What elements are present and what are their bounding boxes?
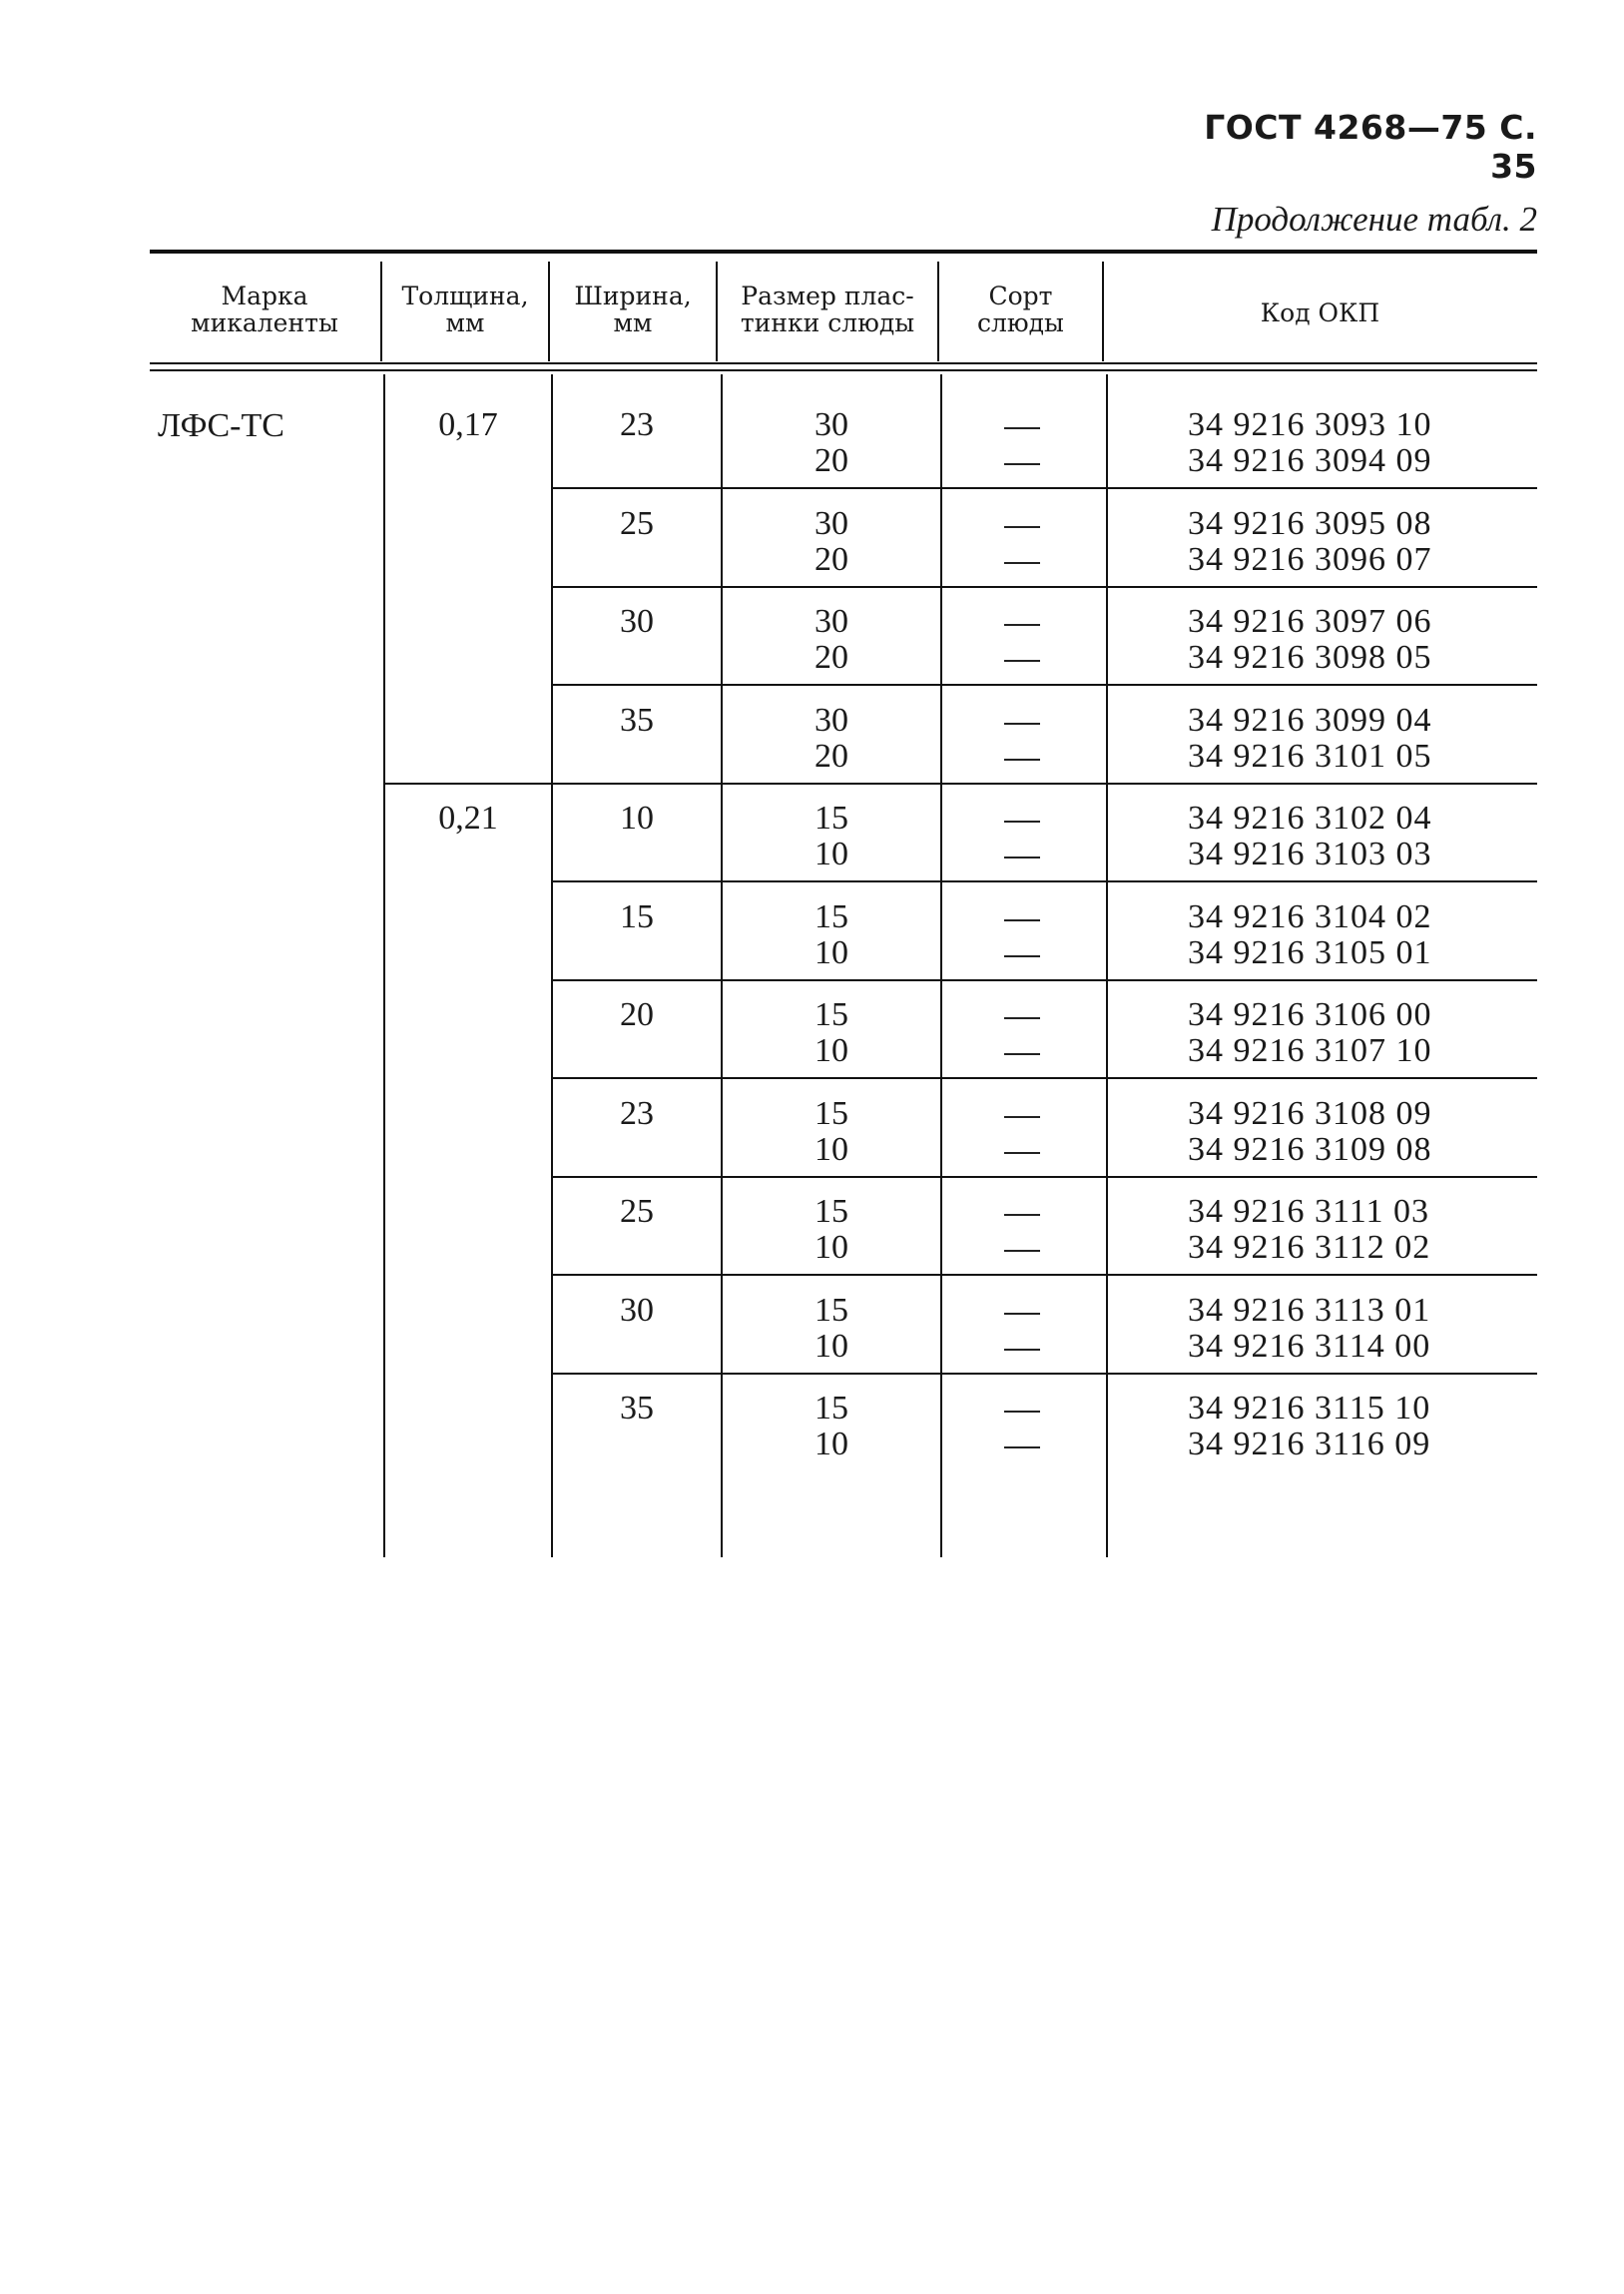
row-separator [553, 1176, 1537, 1178]
row-separator [553, 487, 1537, 489]
mica-grade-dash [1004, 1214, 1040, 1216]
body-divider [940, 374, 942, 1557]
group-separator [385, 783, 551, 785]
header-rule-2 [150, 369, 1537, 371]
width-cell: 23 [620, 406, 654, 443]
okp-code-cell: 34 9216 3116 09 [1188, 1426, 1431, 1462]
width-cell: 30 [620, 603, 654, 640]
mica-grade-dash [1004, 759, 1040, 761]
width-cell: 25 [620, 1193, 654, 1230]
okp-code-cell: 34 9216 3094 09 [1188, 442, 1432, 479]
brand-cell: ЛФС-ТС [158, 407, 284, 444]
mica-grade-dash [1004, 660, 1040, 662]
mica-plate-size-cell: 10 [814, 1327, 848, 1365]
okp-code-cell: 34 9216 3115 10 [1188, 1390, 1431, 1427]
mica-plate-size-cell: 30 [814, 406, 848, 443]
table-caption: Продолжение табл. 2 [1211, 200, 1537, 239]
okp-code-cell: 34 9216 3105 01 [1188, 933, 1432, 971]
mica-grade-dash [1004, 723, 1040, 725]
mica-plate-size-cell: 15 [814, 1291, 848, 1329]
okp-code-cell: 34 9216 3102 04 [1188, 800, 1432, 837]
width-cell: 20 [620, 996, 654, 1033]
mica-plate-size-cell: 10 [814, 1032, 848, 1069]
okp-code-cell: 34 9216 3099 04 [1188, 701, 1432, 739]
body-divider [551, 374, 553, 1557]
mica-grade-dash [1004, 1446, 1040, 1448]
mica-plate-size-cell: 15 [814, 800, 848, 837]
width-cell: 15 [620, 897, 654, 935]
row-separator [553, 1373, 1537, 1375]
width-cell: 35 [620, 701, 654, 739]
mica-grade-dash [1004, 1152, 1040, 1154]
row-separator [553, 880, 1537, 882]
mica-grade-dash [1004, 1116, 1040, 1118]
width-cell: 30 [620, 1291, 654, 1329]
mica-plate-size-cell: 15 [814, 1193, 848, 1230]
okp-code-cell: 34 9216 3093 10 [1188, 406, 1432, 443]
mica-grade-dash [1004, 821, 1040, 823]
width-cell: 23 [620, 1094, 654, 1132]
okp-code-cell: 34 9216 3112 02 [1188, 1229, 1431, 1266]
okp-code-cell: 34 9216 3103 03 [1188, 836, 1432, 872]
mica-plate-size-cell: 15 [814, 1094, 848, 1132]
mica-grade-dash [1004, 1053, 1040, 1055]
body-divider [383, 374, 385, 1557]
row-separator [553, 979, 1537, 981]
width-cell: 25 [620, 504, 654, 542]
mica-plate-size-cell: 20 [814, 540, 848, 578]
okp-code-cell: 34 9216 3104 02 [1188, 897, 1432, 935]
mica-grade-dash [1004, 427, 1040, 429]
mica-grade-dash [1004, 857, 1040, 859]
row-separator [553, 1077, 1537, 1079]
mica-grade-dash [1004, 463, 1040, 465]
column-header-brand: Марка микаленты [191, 282, 338, 337]
mica-plate-size-cell: 15 [814, 996, 848, 1033]
okp-code-cell: 34 9216 3109 08 [1188, 1130, 1432, 1168]
mica-plate-size-cell: 10 [814, 933, 848, 971]
okp-code-cell: 34 9216 3111 03 [1188, 1193, 1429, 1230]
mica-grade-dash [1004, 955, 1040, 957]
page-header: ГОСТ 4268—75 С. 35 [1204, 108, 1537, 186]
mica-plate-size-cell: 15 [814, 1390, 848, 1427]
okp-code-cell: 34 9216 3107 10 [1188, 1032, 1432, 1069]
mica-grade-dash [1004, 624, 1040, 626]
mica-plate-size-cell: 30 [814, 701, 848, 739]
mica-grade-dash [1004, 1411, 1040, 1413]
mica-plate-size-cell: 20 [814, 639, 848, 676]
column-header-okp-code: Код ОКП [1260, 298, 1380, 327]
mica-grade-dash [1004, 1313, 1040, 1315]
mica-grade-dash [1004, 1250, 1040, 1252]
column-header-mica-plate-size: Размер плас- тинки слюды [740, 282, 915, 337]
body-divider [1106, 374, 1108, 1557]
mica-plate-size-cell: 30 [814, 504, 848, 542]
top-rule [150, 250, 1537, 254]
header-divider [380, 262, 382, 361]
mica-grade-dash [1004, 526, 1040, 528]
column-header-width: Ширина, мм [574, 282, 692, 337]
thickness-cell: 0,21 [438, 800, 498, 837]
okp-code-cell: 34 9216 3108 09 [1188, 1094, 1432, 1132]
mica-grade-dash [1004, 1349, 1040, 1351]
header-rule [150, 362, 1537, 364]
row-separator [553, 586, 1537, 588]
mica-grade-dash [1004, 1017, 1040, 1019]
okp-code-cell: 34 9216 3101 05 [1188, 737, 1432, 775]
mica-plate-size-cell: 20 [814, 737, 848, 775]
mica-plate-size-cell: 10 [814, 836, 848, 872]
okp-code-cell: 34 9216 3095 08 [1188, 504, 1432, 542]
mica-plate-size-cell: 20 [814, 442, 848, 479]
thickness-cell: 0,17 [438, 406, 498, 443]
header-divider [1102, 262, 1104, 361]
okp-code-cell: 34 9216 3098 05 [1188, 639, 1432, 676]
header-divider [548, 262, 550, 361]
mica-plate-size-cell: 10 [814, 1130, 848, 1168]
row-separator [553, 684, 1537, 686]
okp-code-cell: 34 9216 3096 07 [1188, 540, 1432, 578]
row-separator [553, 1274, 1537, 1276]
okp-code-cell: 34 9216 3113 01 [1188, 1291, 1431, 1329]
mica-plate-size-cell: 15 [814, 897, 848, 935]
width-cell: 10 [620, 800, 654, 837]
mica-plate-size-cell: 10 [814, 1229, 848, 1266]
okp-code-cell: 34 9216 3097 06 [1188, 603, 1432, 640]
mica-plate-size-cell: 10 [814, 1426, 848, 1462]
okp-code-cell: 34 9216 3106 00 [1188, 996, 1432, 1033]
column-header-mica-grade: Сорт слюды [977, 282, 1064, 337]
mica-grade-dash [1004, 919, 1040, 921]
column-header-thickness: Толщина, мм [401, 282, 529, 337]
okp-code-cell: 34 9216 3114 00 [1188, 1327, 1431, 1365]
header-divider [716, 262, 718, 361]
mica-grade-dash [1004, 562, 1040, 564]
mica-plate-size-cell: 30 [814, 603, 848, 640]
width-cell: 35 [620, 1390, 654, 1427]
row-separator [553, 783, 1537, 785]
header-divider [937, 262, 939, 361]
